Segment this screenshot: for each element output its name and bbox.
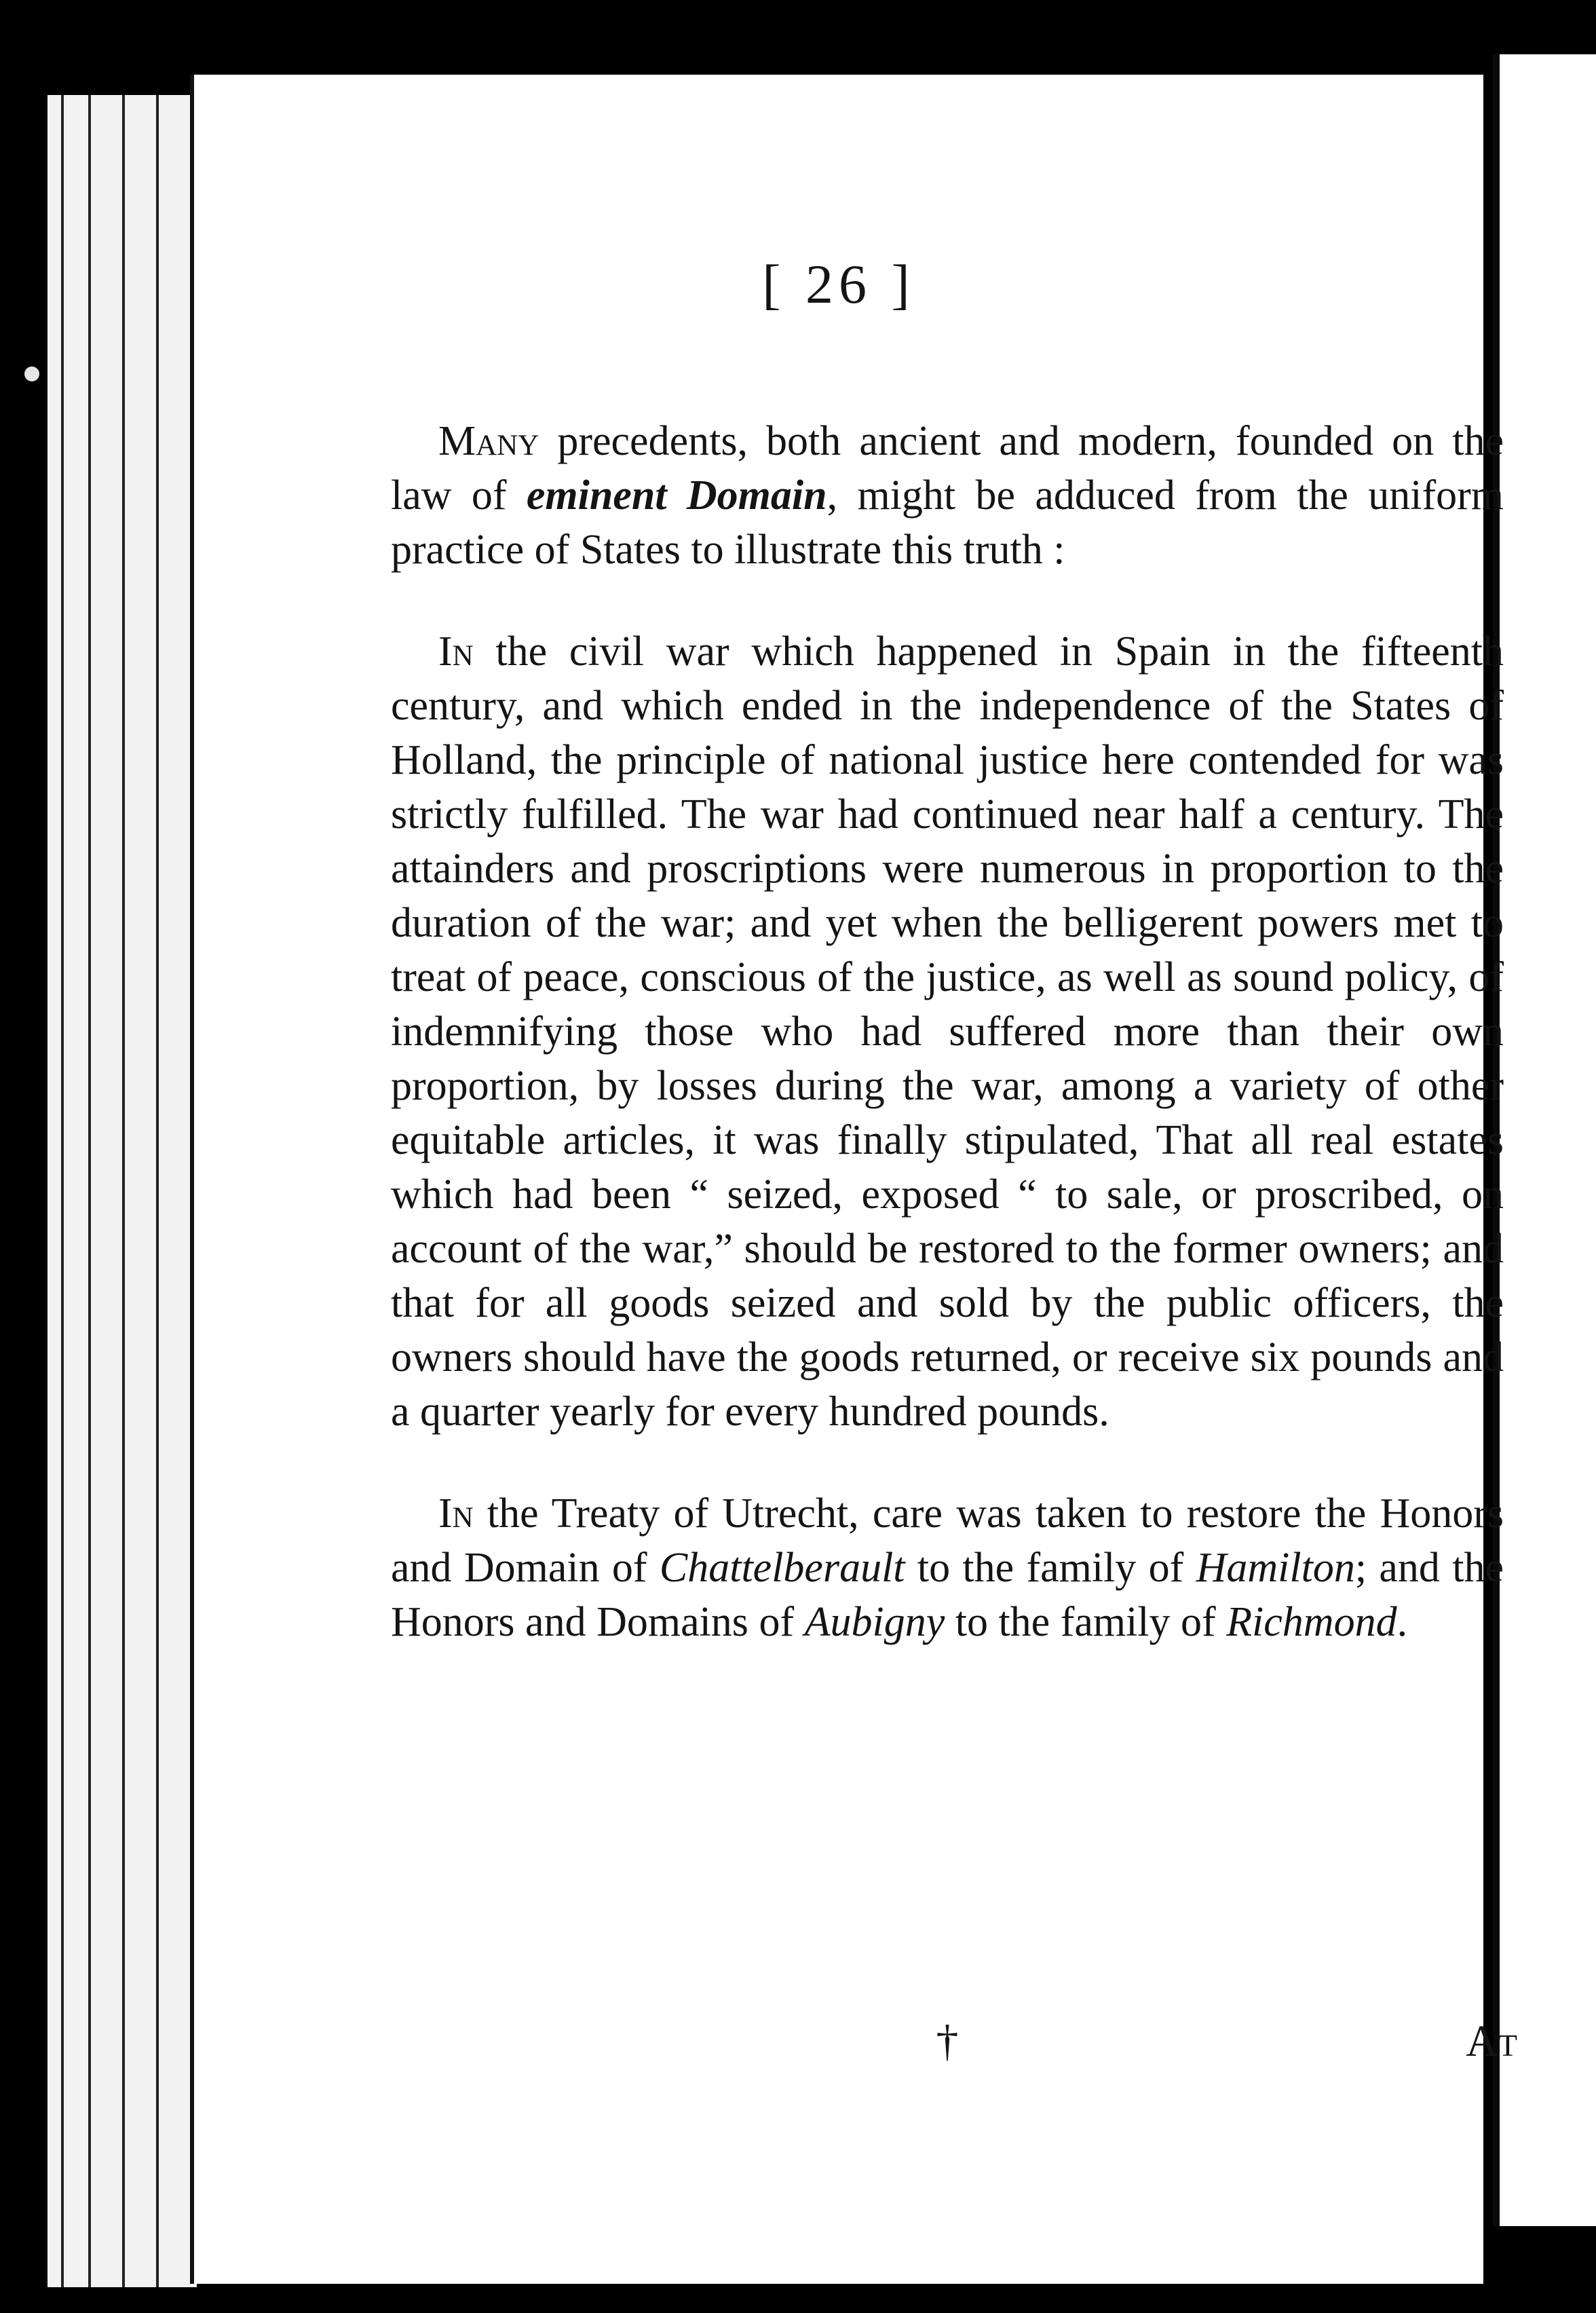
paragraph-lead-word: In [438, 628, 474, 675]
text-run: ; and the Honors and Domains of [391, 1545, 1504, 1645]
body-text [391, 414, 1504, 1649]
paragraph-lead-word: In [438, 1490, 474, 1537]
page-edge [156, 95, 159, 2287]
text-run: , might be adduced from the uniform practice of States to illustrate this truth : [391, 472, 1504, 573]
page-leaf [190, 75, 1517, 2284]
emphasis-text: Aubigny [804, 1599, 945, 1645]
paragraph [391, 414, 1504, 577]
page-footer [391, 2016, 1517, 2097]
page-number: [ 26 ] [762, 253, 915, 315]
emphasis-text: eminent Domain [526, 472, 827, 519]
page-edge [122, 95, 125, 2287]
catchword: At [1466, 2016, 1517, 2066]
text-run: precedents, both ancient and modern, founded on the law of [391, 418, 1504, 519]
text-run: the Treaty of Utrecht, care was taken to restore the Honors and Domain of [391, 1490, 1504, 1591]
page-edge [88, 95, 91, 2287]
facing-page-edge [1493, 54, 1596, 2226]
binding-hole [24, 366, 39, 381]
text-run: to the family of [905, 1545, 1196, 1591]
signature-mark: † [936, 2016, 959, 2066]
paragraph [391, 1486, 1504, 1649]
emphasis-text: Richmond [1226, 1599, 1397, 1645]
emphasis-text: Chattelberault [659, 1545, 905, 1591]
emphasis-text: Hamilton [1196, 1545, 1355, 1591]
paragraph-lead-word: Many [438, 418, 539, 464]
text-run: . [1396, 1599, 1408, 1645]
paragraph [391, 624, 1504, 1439]
text-run: to the family of [945, 1599, 1227, 1645]
page-stack-edges [48, 95, 197, 2287]
text-run: the civil war which happened in Spain in the fifteenth century, and which ended in the independence of the States of Holland, the principle of national justice here contended for was strictly fulfilled. The war had continued near half a century. The attainders and proscriptions were numerous in proportion to the duration of the war; and yet when the belligerent powers met to treat of peace, conscious of the justice, as well as sound policy, of indemnifying those who had suffered more than their own proportion, by losses during the war, among a variety of other equitable articles, it was finally stipulated, That all real estates which had been “ seized, exposed “ to sale, or proscribed, on account of the war,” should be restored to the former owners; and that for all goods seized and sold by the public officers, the owners should have the goods returned, or receive six pounds and a quarter yearly for every hundred pounds. [391, 628, 1504, 1435]
page-edge [61, 95, 64, 2287]
